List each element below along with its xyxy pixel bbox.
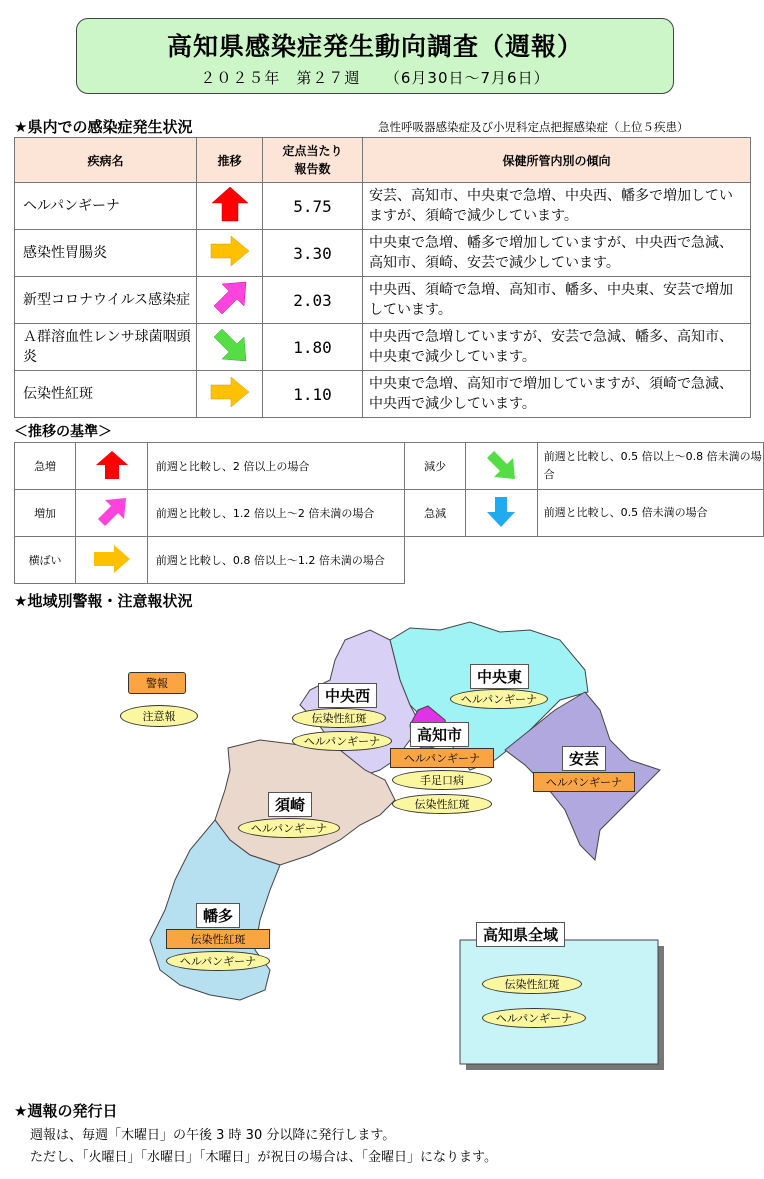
disease-table: [14, 137, 751, 418]
footer-line-1: 週報は、毎週「木曜日」の午後 3 時 30 分以降に発行します。: [30, 1128, 396, 1143]
tag-cn-advisory-1: 伝染性紅斑: [292, 708, 386, 728]
region-label-chuou-higashi: 中央東: [470, 664, 529, 689]
arrow-right-icon: [209, 234, 251, 268]
region-label-whole: 高知県全域: [476, 922, 565, 947]
table-header-row: [15, 138, 751, 183]
col-trend: 推移: [197, 138, 263, 183]
criteria-table: [14, 442, 764, 584]
tag-wh-advisory-2: ヘルパンギーナ: [482, 1008, 586, 1028]
tendency-text: 安芸、高知市、中央東で急増、中央西、幡多で増加していますが、須崎で減少しています。: [363, 183, 751, 230]
col-tendency: 保健所管内別の傾向: [363, 138, 751, 183]
trend-cell: [197, 277, 263, 324]
criteria-desc: 前週と比較し、1.2 倍以上～2 倍未満の場合: [147, 490, 404, 537]
criteria-icon-cell: [76, 537, 148, 584]
criteria-label: 急増: [15, 443, 76, 490]
tag-su-advisory-1: ヘルパンギーナ: [238, 818, 340, 838]
tag-wh-advisory-1: 伝染性紅斑: [482, 974, 582, 994]
section-heading-status: ★県内での感染症発生状況: [14, 118, 193, 136]
criteria-icon-cell: [466, 443, 538, 490]
table-row: [15, 183, 751, 230]
criteria-row: [15, 443, 764, 490]
criteria-desc: 前週と比較し、0.8 倍以上～1.2 倍未満の場合: [147, 537, 404, 584]
legend-warning: 警報: [128, 672, 186, 694]
tendency-text: 中央東で急増、幡多で増加していますが、中央西で急減、高知市、須崎、安芸で減少しています。: [363, 230, 751, 277]
rate-value: 1.10: [263, 371, 363, 418]
tendency-text: 中央東で急増、高知市で増加していますが、須崎で急減、中央西で減少しています。: [363, 371, 751, 418]
tag-kc-advisory-1: 手足口病: [392, 770, 492, 790]
region-label-chuou-nishi: 中央西: [318, 683, 377, 708]
trend-cell: [197, 230, 263, 277]
tag-aki-warning-1: ヘルパンギーナ: [533, 772, 635, 792]
table-row: [15, 230, 751, 277]
arrow-up-right-icon: [210, 278, 250, 318]
criteria-label: 急減: [405, 490, 466, 537]
tag-kc-warning-1: ヘルパンギーナ: [390, 748, 494, 768]
tendency-text: 中央西で急増していますが、安芸で急減、幡多、高知市、中央東で減少しています。: [363, 324, 751, 371]
whole-pref-box: [460, 940, 658, 1064]
tag-cn-advisory-2: ヘルパンギーナ: [292, 731, 392, 751]
arrow-up-icon: [95, 450, 129, 480]
arrow-up-icon: [210, 185, 250, 223]
trend-cell: [197, 324, 263, 371]
disease-name: 新型コロナウイルス感染症: [15, 277, 197, 324]
disease-name: Ａ群溶血性レンサ球菌咽頭炎: [15, 324, 197, 371]
tag-ch-advisory-1: ヘルパンギーナ: [450, 689, 548, 709]
region-label-susaki: 須崎: [268, 792, 312, 817]
tag-kc-advisory-2: 伝染性紅斑: [392, 794, 492, 814]
arrow-right-icon: [209, 375, 251, 409]
rate-value: 5.75: [263, 183, 363, 230]
criteria-label: 増加: [15, 490, 76, 537]
page-subtitle: ２０２５年 第２７週 （6月30日～7月6日）: [200, 69, 550, 87]
criteria-icon-cell: [76, 443, 148, 490]
col-rate-label: 定点当たり 報告数: [282, 144, 343, 176]
tendency-text: 中央西、須崎で急増、高知市、幡多、中央東、安芸で増加しています。: [363, 277, 751, 324]
title-box: [76, 18, 674, 94]
table-row: [15, 324, 751, 371]
section-heading-map: ★地域別警報・注意報状況: [14, 592, 193, 610]
section-note: 急性呼吸器感染症及び小児科定点把握感染症（上位５疾患）: [378, 120, 689, 134]
footer-line-2: ただし、「火曜日」「水曜日」「木曜日」が祝日の場合は、「金曜日」になります。: [30, 1150, 497, 1165]
arrow-down-right-icon: [210, 325, 250, 365]
arrow-up-right-icon: [96, 496, 128, 528]
tag-ha-warning-1: 伝染性紅斑: [166, 929, 270, 949]
criteria-row: [15, 490, 764, 537]
trend-cell: [197, 371, 263, 418]
table-row: [15, 277, 751, 324]
disease-name: 伝染性紅斑: [15, 371, 197, 418]
criteria-label: 横ばい: [15, 537, 76, 584]
rate-value: 2.03: [263, 277, 363, 324]
criteria-heading: ＜推移の基準＞: [14, 424, 112, 440]
criteria-desc: 前週と比較し、0.5 倍以上～0.8 倍未満の場合: [537, 443, 763, 490]
trend-cell: [197, 183, 263, 230]
criteria-empty: [405, 537, 764, 584]
rate-value: 3.30: [263, 230, 363, 277]
tag-ha-advisory-1: ヘルパンギーナ: [166, 951, 270, 971]
criteria-icon-cell: [76, 490, 148, 537]
criteria-desc: 前週と比較し、0.5 倍未満の場合: [537, 490, 763, 537]
footer-heading: ★週報の発行日: [14, 1102, 118, 1120]
criteria-row: [15, 537, 764, 584]
col-disease: 疾病名: [15, 138, 197, 183]
arrow-right-icon: [93, 544, 131, 574]
col-rate: [263, 138, 363, 183]
disease-name: ヘルパンギーナ: [15, 183, 197, 230]
rate-value: 1.80: [263, 324, 363, 371]
legend-advisory: 注意報: [120, 705, 198, 727]
region-label-hata: 幡多: [196, 903, 240, 928]
disease-name: 感染性胃腸炎: [15, 230, 197, 277]
arrow-down-icon: [486, 496, 516, 528]
region-label-kochi-city: 高知市: [410, 722, 469, 747]
criteria-icon-cell: [466, 490, 538, 537]
kochi-map: [0, 610, 764, 1080]
criteria-label: 減少: [405, 443, 466, 490]
arrow-down-right-icon: [485, 449, 517, 481]
table-row: [15, 371, 751, 418]
page-title: 高知県感染症発生動向調査（週報）: [166, 32, 583, 61]
region-label-aki: 安芸: [562, 746, 606, 771]
criteria-desc: 前週と比較し、2 倍以上の場合: [147, 443, 404, 490]
